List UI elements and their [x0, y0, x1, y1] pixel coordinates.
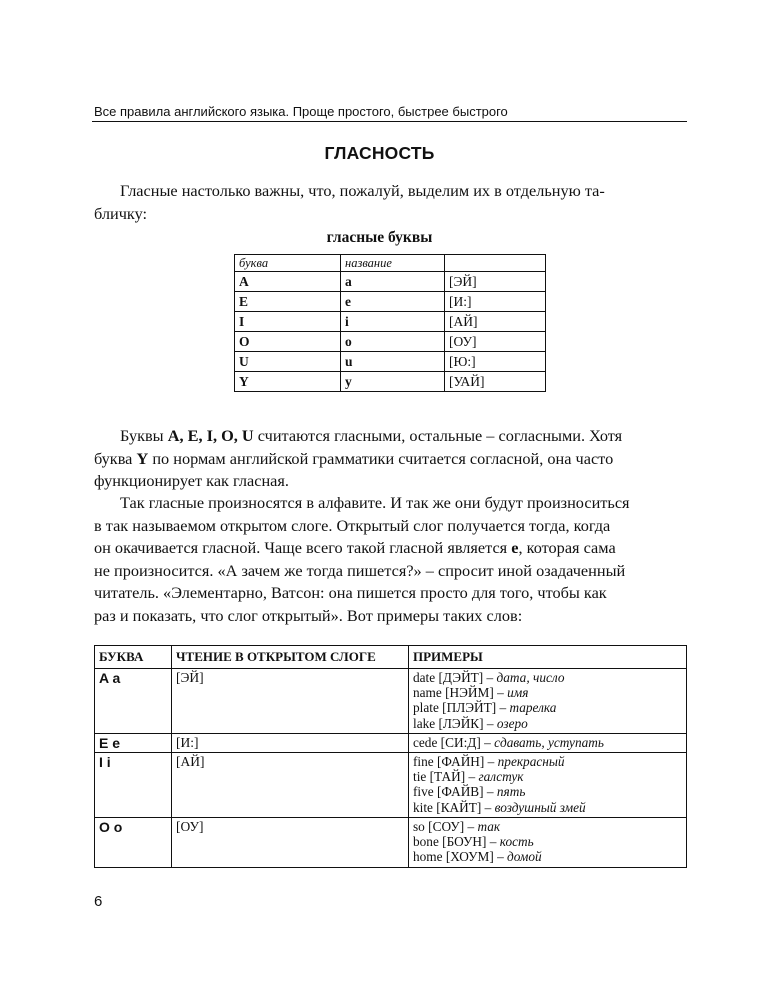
vowel-table-header: название	[341, 255, 445, 272]
reading-cell: [И:]	[172, 734, 409, 753]
vowel-row	[235, 332, 546, 352]
example-line: name [НЭЙМ] – имя	[413, 685, 529, 701]
table-header: БУКВА	[95, 646, 172, 669]
example-line: plate [ПЛЭЙТ] – тарелка	[413, 700, 557, 716]
example-line: kite [КАЙТ] – воздушный змей	[413, 799, 586, 815]
examples-cell	[409, 753, 687, 818]
intro-line: Гласные настолько важны, что, пожалуй, выделим их в отдельную та-	[120, 181, 605, 200]
running-header: Все правила английского языка. Проще простого, быстрее быстрого	[94, 104, 508, 119]
open-syllable-paragraph	[94, 492, 687, 627]
vowel-table-header-row	[235, 255, 546, 272]
letter-cell: O o	[95, 818, 172, 868]
table-row	[95, 734, 687, 753]
vowel-upper: U	[235, 352, 341, 372]
vowel-name: [И:]	[445, 292, 546, 312]
example-line: date [ДЭЙТ] – дата, число	[413, 670, 565, 685]
vowel-lower: u	[341, 352, 445, 372]
vowel-name: [УАЙ]	[445, 372, 546, 392]
paragraph-line: Так гласные произносятся в алфавите. И так же они будут произноситься	[120, 493, 630, 512]
letter-e-bold: e	[511, 538, 519, 557]
table-row	[95, 818, 687, 868]
header-rule	[92, 121, 687, 122]
vowel-upper: I	[235, 312, 341, 332]
vowels-consonants-paragraph	[94, 425, 687, 493]
vowel-lower: i	[341, 312, 445, 332]
example-line: lake [ЛЭЙК] – озеро	[413, 715, 528, 731]
vowel-name: [АЙ]	[445, 312, 546, 332]
paragraph-line: Буквы A, E, I, O, U считаются гласными, остальные – согласными. Хотя	[120, 426, 623, 445]
table-row	[95, 669, 687, 734]
reading-cell: [АЙ]	[172, 753, 409, 818]
vowel-table-caption: гласные буквы	[326, 229, 433, 246]
letter-cell: A a	[95, 669, 172, 734]
vowel-letters-bold: A, E, I, O, U	[167, 426, 254, 445]
paragraph-line: раз и показать, что слог открытый». Вот примеры таких слов:	[94, 605, 523, 625]
vowel-upper: Y	[235, 372, 341, 392]
vowel-row	[235, 352, 546, 372]
table-header: ЧТЕНИЕ В ОТКРЫТОМ СЛОГЕ	[172, 646, 409, 669]
vowel-name: [ОУ]	[445, 332, 546, 352]
table-header: ПРИМЕРЫ	[409, 646, 687, 669]
vowel-table-header	[445, 255, 546, 272]
letter-cell: I i	[95, 753, 172, 818]
reading-cell: [ЭЙ]	[172, 669, 409, 734]
example-line: fine [ФАЙН] – прекрасный	[413, 754, 565, 769]
example-line: home [ХОУМ] – домой	[413, 849, 542, 865]
example-line: so [СОУ] – так	[413, 819, 501, 834]
vowel-row	[235, 372, 546, 392]
vowel-upper: A	[235, 272, 341, 292]
vowel-table	[234, 254, 546, 392]
paragraph-line: в так называемом открытом слоге. Открытый слог получается тогда, когда	[94, 515, 611, 535]
intro-line: бличку:	[94, 203, 148, 223]
vowel-upper: O	[235, 332, 341, 352]
paragraph-line: буква Y по нормам английской грамматики считается согласной, она часто	[94, 448, 614, 468]
paragraph-line: не произносится. «А зачем же тогда пишется?» – спросит иной озадаченный	[94, 560, 626, 580]
vowel-row	[235, 312, 546, 332]
vowel-table-header: буква	[235, 255, 341, 272]
examples-cell	[409, 669, 687, 734]
examples-cell	[409, 734, 687, 753]
page-number: 6	[94, 893, 103, 910]
letter-y-bold: Y	[136, 448, 149, 468]
example-line: five [ФАЙВ] – пять	[413, 784, 526, 800]
letter-cell: E e	[95, 734, 172, 753]
vowel-lower: a	[341, 272, 445, 292]
open-syllable-header-row	[95, 646, 687, 669]
example-line: cede [СИ:Д] – сдавать, уступать	[413, 735, 604, 750]
vowel-upper: E	[235, 292, 341, 312]
paragraph-line: функционирует как гласная.	[94, 471, 289, 490]
vowel-lower: e	[341, 292, 445, 312]
vowel-row	[235, 292, 546, 312]
intro-paragraph	[94, 180, 687, 225]
example-line: tie [ТАЙ] – галстук	[413, 769, 524, 785]
paragraph-line: он окачивается гласной. Чаще всего такой гласной является e, которая сама	[94, 538, 616, 557]
vowel-name: [Ю:]	[445, 352, 546, 372]
examples-cell	[409, 818, 687, 868]
reading-cell: [ОУ]	[172, 818, 409, 868]
example-line: bone [БОУН] – кость	[413, 834, 534, 850]
open-syllable-table	[94, 645, 687, 868]
vowel-lower: o	[341, 332, 445, 352]
vowel-name: [ЭЙ]	[445, 272, 546, 292]
paragraph-line: читатель. «Элементарно, Ватсон: она пишется просто для того, чтобы как	[94, 583, 607, 602]
vowel-lower: y	[341, 372, 445, 392]
vowel-row	[235, 272, 546, 292]
section-title: ГЛАСНОСТЬ	[324, 143, 435, 163]
table-row	[95, 753, 687, 818]
